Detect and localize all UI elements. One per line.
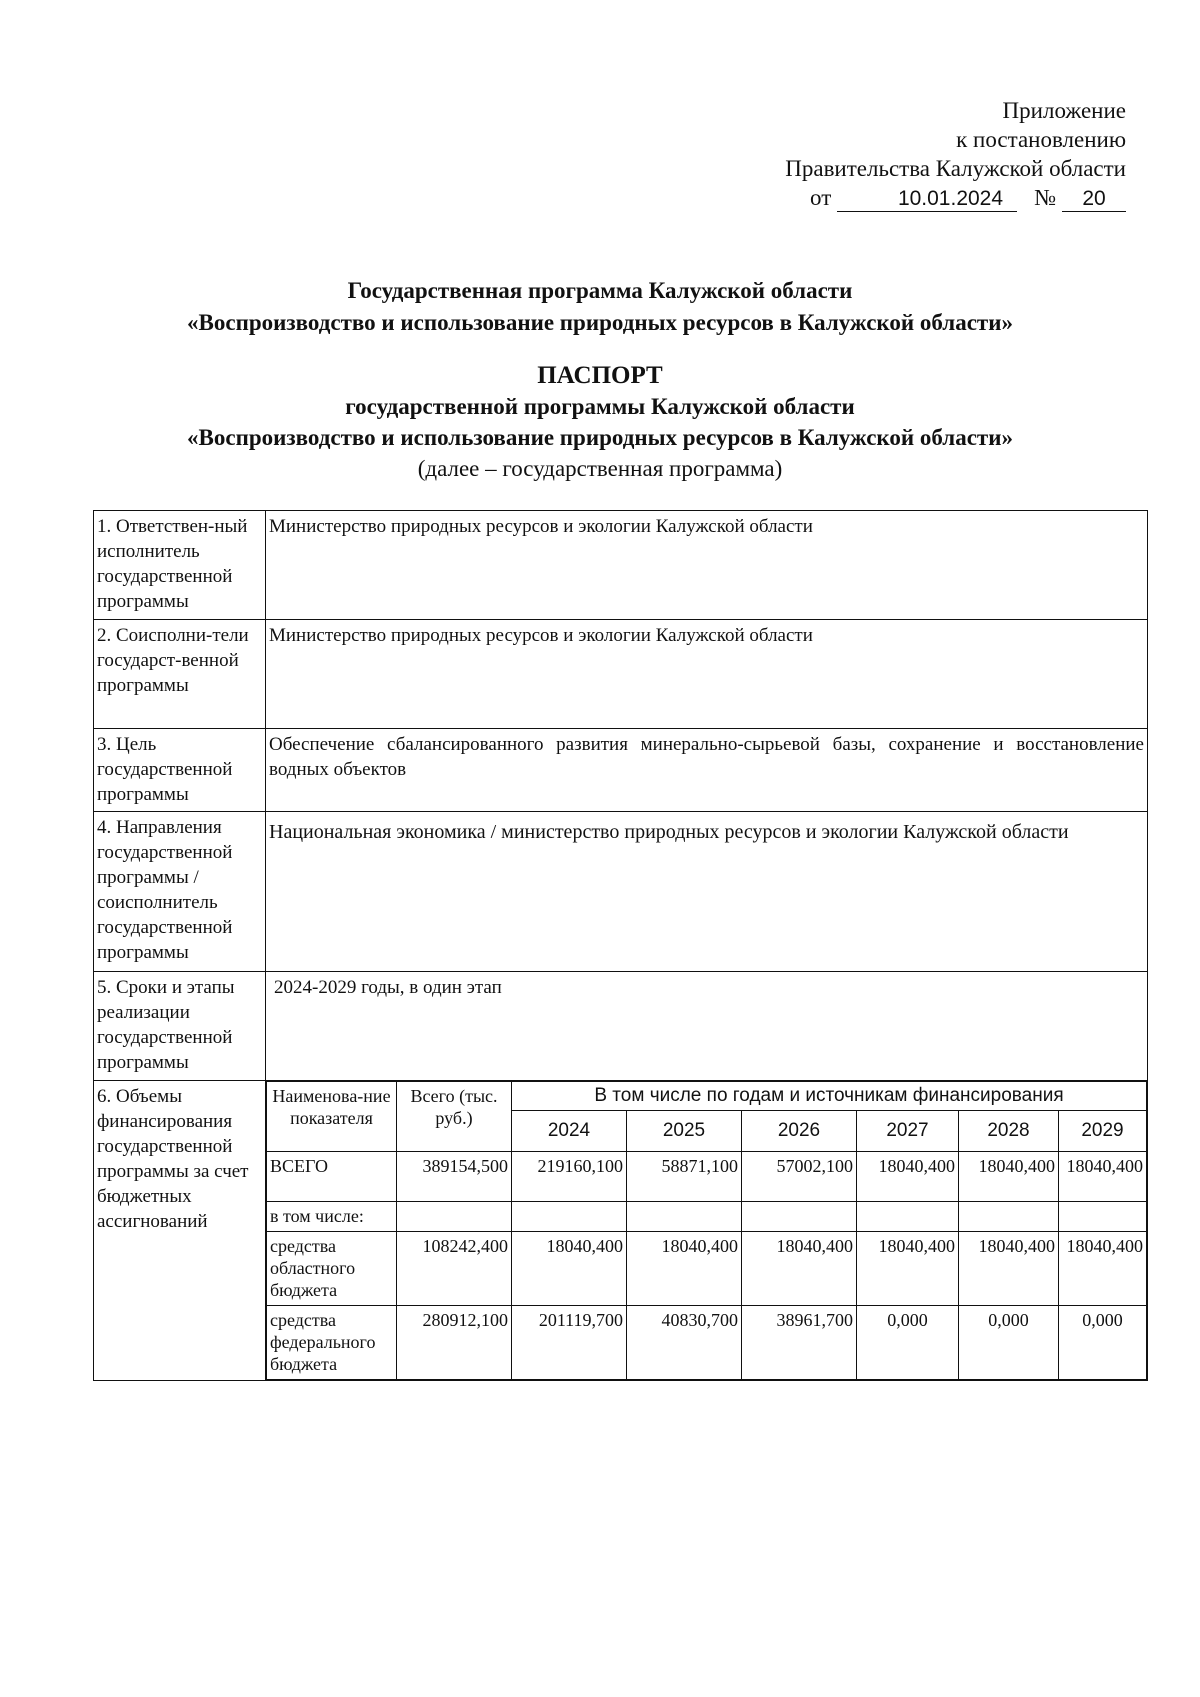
financing-value: 18040,400 — [1059, 1232, 1147, 1306]
program-title-line1: Государственная программа Калужской области — [347, 278, 853, 303]
financing-row-including — [267, 1202, 1147, 1232]
table-row — [94, 1081, 1148, 1381]
program-title — [0, 275, 1200, 339]
row-label: 4. Направления государственной программы / соисполнитель государственной программы — [94, 812, 266, 972]
col-header-years-group: В том числе по годам и источникам финансирования — [512, 1082, 1147, 1111]
financing-row-total-value: 280912,100 — [397, 1306, 512, 1380]
row-value: Национальная экономика / министерство природных ресурсов и экологии Калужской области — [266, 812, 1148, 972]
year-header: 2026 — [742, 1111, 857, 1152]
date-prefix: от — [810, 185, 832, 210]
row-value: 2024-2029 годы, в один этап — [266, 972, 1148, 1081]
financing-row-regional — [267, 1232, 1147, 1306]
financing-value: 40830,700 — [627, 1306, 742, 1380]
financing-value: 18040,400 — [512, 1232, 627, 1306]
col-header-total: Всего (тыс. руб.) — [397, 1082, 512, 1152]
year-header: 2029 — [1059, 1111, 1147, 1152]
appendix-date-line — [785, 183, 1126, 212]
table-row — [94, 729, 1148, 812]
financing-row-total-value: 108242,400 — [397, 1232, 512, 1306]
financing-value: 18040,400 — [857, 1232, 959, 1306]
appendix-resolution: к постановлению — [956, 127, 1126, 152]
row-label: 6. Объемы финансирования государственной программы за счет бюджетных ассигнований — [94, 1081, 266, 1381]
table-row — [94, 620, 1148, 729]
financing-value: 38961,700 — [742, 1306, 857, 1380]
row-value: Обеспечение сбалансированного развития минерально-сырьевой базы, сохранение и восстановление водных объектов — [266, 729, 1148, 812]
financing-value: 18040,400 — [742, 1232, 857, 1306]
financing-value: 201119,700 — [512, 1306, 627, 1380]
appendix-government: Правительства Калужской области — [785, 156, 1126, 181]
passport-line3: (далее – государственная программа) — [417, 456, 783, 481]
row-value: Министерство природных ресурсов и экологии Калужской области — [266, 511, 1148, 620]
table-row — [94, 972, 1148, 1081]
financing-value: 0,000 — [857, 1306, 959, 1380]
financing-value: 18040,400 — [627, 1232, 742, 1306]
resolution-number: 20 — [1062, 187, 1126, 212]
passport-heading — [0, 360, 1200, 484]
appendix-block — [785, 96, 1126, 212]
appendix-title: Приложение — [1002, 98, 1126, 123]
financing-value: 58871,100 — [627, 1152, 742, 1202]
financing-value: 0,000 — [1059, 1306, 1147, 1380]
row-label: 2. Соисполни-тели государст-венной программы — [94, 620, 266, 729]
financing-row-name: средства федерального бюджета — [267, 1306, 397, 1380]
financing-table — [266, 1081, 1147, 1380]
row-label: 3. Цель государственной программы — [94, 729, 266, 812]
financing-row-total-value: 389154,500 — [397, 1152, 512, 1202]
financing-row-name: средства областного бюджета — [267, 1232, 397, 1306]
financing-value: 18040,400 — [1059, 1152, 1147, 1202]
program-title-line2: «Воспроизводство и использование природных ресурсов в Калужской области» — [187, 310, 1013, 335]
table-row — [94, 812, 1148, 972]
passport-line2: «Воспроизводство и использование природных ресурсов в Калужской области» — [187, 425, 1013, 450]
financing-value: 18040,400 — [857, 1152, 959, 1202]
passport-line1: государственной программы Калужской области — [345, 394, 855, 419]
financing-row-total — [267, 1152, 1147, 1202]
year-header: 2025 — [627, 1111, 742, 1152]
financing-value: 18040,400 — [959, 1232, 1059, 1306]
row-label: 1. Ответствен-ный исполнитель государственной программы — [94, 511, 266, 620]
year-header: 2027 — [857, 1111, 959, 1152]
financing-row-name: ВСЕГО — [267, 1152, 397, 1202]
number-sign: № — [1034, 185, 1057, 210]
table-row — [94, 511, 1148, 620]
passport-table — [93, 510, 1148, 1381]
col-header-name: Наименова-ние показателя — [267, 1082, 397, 1152]
financing-row-name: в том числе: — [267, 1202, 397, 1232]
year-header: 2028 — [959, 1111, 1059, 1152]
financing-value: 18040,400 — [959, 1152, 1059, 1202]
passport-title: ПАСПОРТ — [537, 362, 663, 389]
financing-row-federal — [267, 1306, 1147, 1380]
year-header: 2024 — [512, 1111, 627, 1152]
financing-value: 0,000 — [959, 1306, 1059, 1380]
financing-cell — [266, 1081, 1148, 1381]
financing-value: 57002,100 — [742, 1152, 857, 1202]
financing-value: 219160,100 — [512, 1152, 627, 1202]
resolution-date: 10.01.2024 — [837, 187, 1017, 212]
row-label: 5. Сроки и этапы реализации государственной программы — [94, 972, 266, 1081]
row-value: Министерство природных ресурсов и экологии Калужской области — [266, 620, 1148, 729]
